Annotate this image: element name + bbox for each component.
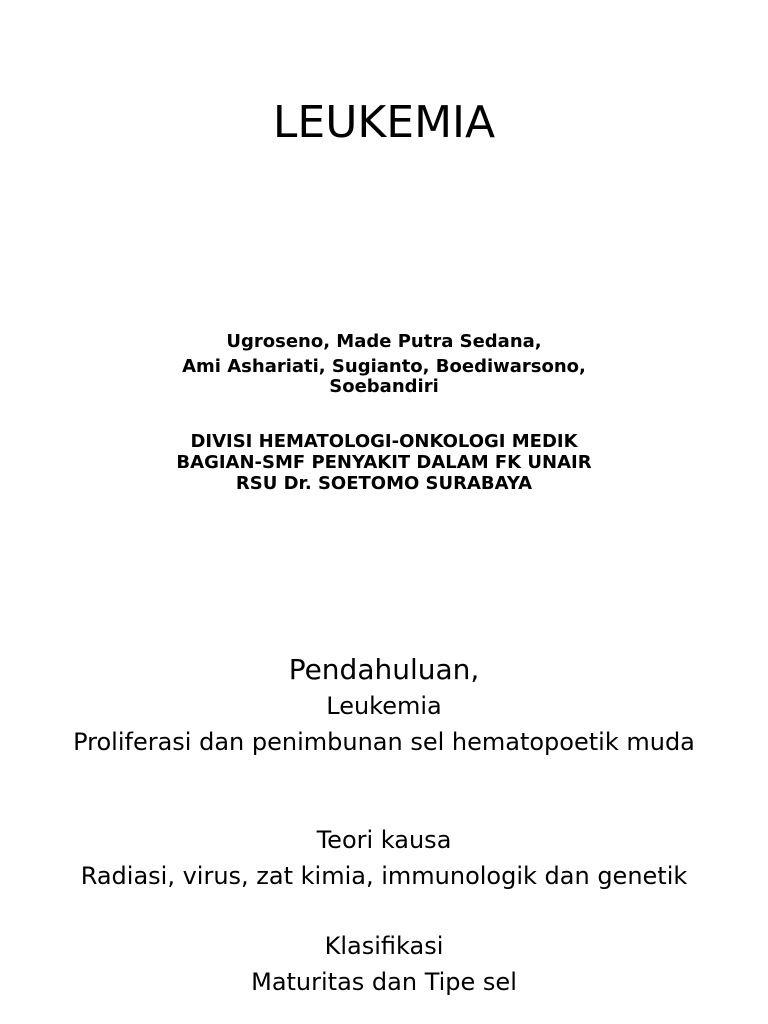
authors-line-2: Ami Ashariati, Sugianto, Boediwarsono, <box>182 356 586 377</box>
leukemia-description: Proliferasi dan penimbunan sel hematopoetik muda <box>73 728 695 756</box>
authors-line-1: Ugroseno, Made Putra Sedana, <box>226 331 542 352</box>
cause-heading: Teori kausa <box>316 826 452 854</box>
intro-heading: Pendahuluan, <box>288 653 480 686</box>
affiliation-block <box>0 431 768 494</box>
leukemia-term: Leukemia <box>326 692 442 720</box>
authors-line-3: Soebandiri <box>329 376 439 397</box>
affiliation-hospital: RSU Dr. SOETOMO SURABAYA <box>235 473 533 494</box>
affiliation-department: BAGIAN-SMF PENYAKIT DALAM FK UNAIR <box>176 452 592 473</box>
cause-body: Radiasi, virus, zat kimia, immunologik dan genetik <box>80 862 688 890</box>
slide-title: LEUKEMIA <box>272 97 496 148</box>
authors-block <box>0 332 768 397</box>
classification-heading: Klasifikasi <box>324 932 444 960</box>
classification-body: Maturitas dan Tipe sel <box>251 968 517 996</box>
affiliation-division: DIVISI HEMATOLOGI-ONKOLOGI MEDIK <box>190 431 578 452</box>
intro-slide <box>0 620 768 1024</box>
